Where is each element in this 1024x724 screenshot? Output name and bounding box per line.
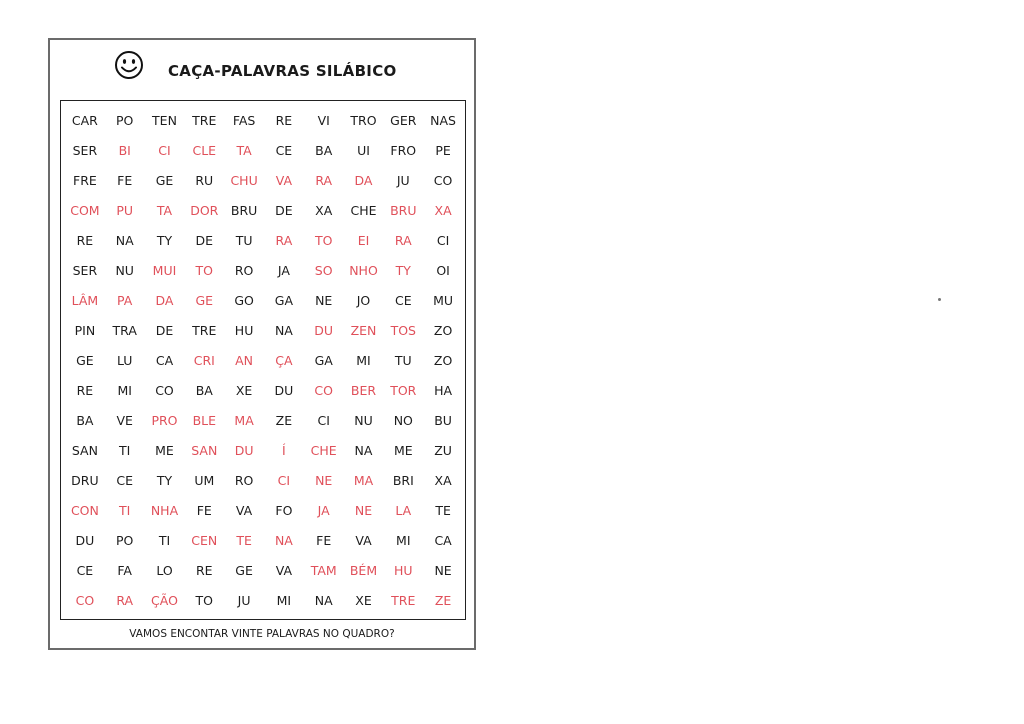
highlighted-syllable-cell: VA xyxy=(275,172,293,188)
instructions-footer: VAMOS ENCONTAR VINTE PALAVRAS NO QUADRO? xyxy=(129,628,395,640)
highlighted-syllable-cell: TRE xyxy=(391,592,416,608)
syllable-cell: RE xyxy=(76,382,94,398)
highlighted-syllable-cell: BI xyxy=(118,142,131,158)
scan-speck xyxy=(938,298,941,301)
syllable-cell: BU xyxy=(434,412,452,428)
syllable-cell: TY xyxy=(156,472,173,488)
syllable-cell: TRA xyxy=(112,322,137,338)
syllable-cell: JA xyxy=(277,262,290,278)
syllable-cell: NA xyxy=(274,322,293,338)
syllable-cell: VA xyxy=(275,562,293,578)
syllable-cell: BA xyxy=(195,382,213,398)
syllable-cell: RE xyxy=(275,112,293,128)
highlighted-syllable-cell: PA xyxy=(117,292,133,308)
syllable-cell: FRO xyxy=(390,142,417,158)
syllable-cell: DU xyxy=(75,532,95,548)
syllable-cell: XA xyxy=(434,472,452,488)
highlighted-syllable-cell: ZE xyxy=(434,592,452,608)
syllable-cell: GE xyxy=(155,172,174,188)
syllable-cell: BRI xyxy=(392,472,414,488)
highlighted-syllable-cell: TO xyxy=(314,232,333,248)
syllable-cell: DU xyxy=(274,382,294,398)
highlighted-syllable-cell: NA xyxy=(274,532,293,548)
word-search-grid xyxy=(60,100,466,620)
syllable-cell: MU xyxy=(433,292,454,308)
syllable-cell: GER xyxy=(390,112,417,128)
highlighted-syllable-cell: TAM xyxy=(310,562,337,578)
highlighted-syllable-cell: DA xyxy=(354,172,373,188)
syllable-cell: PE xyxy=(435,142,451,158)
highlighted-syllable-cell: BRU xyxy=(390,202,417,218)
highlighted-syllable-cell: CI xyxy=(158,142,171,158)
syllable-cell: TEN xyxy=(152,112,177,128)
highlighted-syllable-cell: HU xyxy=(394,562,413,578)
syllable-cell: CE xyxy=(76,562,94,578)
syllable-cell: FO xyxy=(275,502,293,518)
syllable-cell: SAN xyxy=(71,442,98,458)
highlighted-syllable-cell: RA xyxy=(394,232,412,248)
syllable-cell: PO xyxy=(116,532,134,548)
syllable-cell: TO xyxy=(195,592,214,608)
syllable-cell: SER xyxy=(72,142,98,158)
highlighted-syllable-cell: RA xyxy=(116,592,134,608)
highlighted-syllable-cell: GE xyxy=(195,292,214,308)
highlighted-syllable-cell: CRI xyxy=(193,352,215,368)
syllable-cell: GA xyxy=(274,292,294,308)
highlighted-syllable-cell: DOR xyxy=(190,202,219,218)
highlighted-syllable-cell: CO xyxy=(314,382,333,398)
syllable-cell: ME xyxy=(393,442,413,458)
highlighted-syllable-cell: PRO xyxy=(151,412,178,428)
syllable-cell: FE xyxy=(316,532,332,548)
syllable-cell: TRO xyxy=(350,112,377,128)
highlighted-syllable-cell: MA xyxy=(353,472,374,488)
syllable-cell: CI xyxy=(436,232,450,248)
syllable-grid xyxy=(65,105,463,615)
syllable-cell: LO xyxy=(156,562,173,578)
syllable-cell: BA xyxy=(315,142,333,158)
highlighted-syllable-cell: TA xyxy=(236,142,252,158)
highlighted-syllable-cell: RA xyxy=(315,172,333,188)
syllable-cell: NAS xyxy=(430,112,456,128)
smiley-face-icon xyxy=(114,50,144,80)
syllable-cell: VI xyxy=(317,112,330,128)
syllable-cell: FA xyxy=(117,562,132,578)
syllable-cell: SER xyxy=(72,262,98,278)
highlighted-syllable-cell: BER xyxy=(350,382,377,398)
syllable-cell: VE xyxy=(116,412,133,428)
syllable-cell: NE xyxy=(434,562,452,578)
syllable-cell: CHE xyxy=(350,202,377,218)
highlighted-syllable-cell: SAN xyxy=(191,442,218,458)
highlighted-syllable-cell: LA xyxy=(395,502,412,518)
syllable-cell: CE xyxy=(275,142,293,158)
syllable-cell: NA xyxy=(354,442,373,458)
syllable-cell: TRE xyxy=(192,112,217,128)
syllable-cell: VA xyxy=(355,532,372,548)
syllable-cell: CO xyxy=(155,382,174,398)
syllable-cell: CAR xyxy=(71,112,98,128)
highlighted-syllable-cell: JA xyxy=(317,502,330,518)
syllable-cell: NU xyxy=(115,262,134,278)
syllable-cell: DE xyxy=(195,232,214,248)
syllable-cell: DRU xyxy=(71,472,99,488)
syllable-cell: TI xyxy=(119,442,131,458)
highlighted-syllable-cell: MUI xyxy=(152,262,177,278)
highlighted-syllable-cell: CON xyxy=(70,502,99,518)
syllable-cell: NA xyxy=(115,232,134,248)
syllable-cell: CI xyxy=(317,412,330,428)
highlighted-syllable-cell: NHA xyxy=(150,502,179,518)
syllable-cell: VA xyxy=(235,502,253,518)
worksheet-header xyxy=(50,40,474,98)
syllable-cell: HA xyxy=(434,382,453,398)
syllable-cell: FRE xyxy=(73,172,97,188)
highlighted-syllable-cell: LÂM xyxy=(71,292,99,308)
syllable-cell: FE xyxy=(117,172,133,188)
syllable-cell: RO xyxy=(234,472,254,488)
syllable-cell: MI xyxy=(396,532,411,548)
highlighted-syllable-cell: Í xyxy=(282,442,286,458)
highlighted-syllable-cell: TY xyxy=(395,262,411,278)
highlighted-syllable-cell: TI xyxy=(119,502,131,518)
syllable-cell: XE xyxy=(355,592,372,608)
highlighted-syllable-cell: SO xyxy=(314,262,333,278)
syllable-cell: CE xyxy=(394,292,412,308)
syllable-cell: DE xyxy=(155,322,174,338)
syllable-cell: TI xyxy=(158,532,171,548)
highlighted-syllable-cell: DU xyxy=(314,322,334,338)
syllable-cell: PO xyxy=(116,112,134,128)
highlighted-syllable-cell: CHU xyxy=(230,172,258,188)
syllable-cell: MI xyxy=(276,592,292,608)
syllable-cell: OI xyxy=(436,262,450,278)
syllable-cell: RE xyxy=(76,232,94,248)
highlighted-syllable-cell: ÇÃO xyxy=(151,592,178,608)
syllable-cell: FAS xyxy=(232,112,256,128)
highlighted-syllable-cell: NE xyxy=(354,502,373,518)
syllable-cell: BRU xyxy=(230,202,258,218)
syllable-cell: GE xyxy=(235,562,253,578)
syllable-cell: DE xyxy=(275,202,293,218)
syllable-cell: ZO xyxy=(433,322,453,338)
syllable-cell: TE xyxy=(435,502,451,518)
syllable-cell: CA xyxy=(155,352,174,368)
syllable-cell: TY xyxy=(156,232,173,248)
highlighted-syllable-cell: XA xyxy=(434,202,452,218)
syllable-cell: JU xyxy=(396,172,410,188)
highlighted-syllable-cell: PU xyxy=(116,202,134,218)
highlighted-syllable-cell: BÉM xyxy=(349,562,378,578)
syllable-cell: GE xyxy=(76,352,94,368)
highlighted-syllable-cell: MA xyxy=(234,412,254,428)
highlighted-syllable-cell: TO xyxy=(195,262,214,278)
highlighted-syllable-cell: EI xyxy=(357,232,370,248)
syllable-cell: GO xyxy=(234,292,254,308)
syllable-cell: TU xyxy=(235,232,253,248)
highlighted-syllable-cell: ZEN xyxy=(350,322,377,338)
highlighted-syllable-cell: CEN xyxy=(191,532,218,548)
highlighted-syllable-cell: RA xyxy=(275,232,293,248)
highlighted-syllable-cell: TA xyxy=(156,202,173,218)
syllable-cell: LU xyxy=(116,352,133,368)
syllable-cell: ZE xyxy=(275,412,293,428)
highlighted-syllable-cell: TOS xyxy=(390,322,416,338)
syllable-cell: CO xyxy=(433,172,453,188)
syllable-cell: MI xyxy=(117,382,132,398)
syllable-cell: CA xyxy=(434,532,452,548)
syllable-cell: TU xyxy=(394,352,412,368)
syllable-cell: NE xyxy=(315,292,333,308)
worksheet xyxy=(48,38,476,650)
syllable-cell: NU xyxy=(354,412,373,428)
syllable-cell: XE xyxy=(235,382,253,398)
highlighted-syllable-cell: NE xyxy=(315,472,333,488)
syllable-cell: JU xyxy=(237,592,251,608)
highlighted-syllable-cell: CO xyxy=(75,592,95,608)
syllable-cell: JO xyxy=(356,292,371,308)
syllable-cell: MI xyxy=(356,352,371,368)
syllable-cell: RE xyxy=(195,562,213,578)
highlighted-syllable-cell: CI xyxy=(277,472,291,488)
highlighted-syllable-cell: NHO xyxy=(349,262,378,278)
syllable-cell: ZO xyxy=(433,352,453,368)
syllable-cell: UM xyxy=(194,472,215,488)
highlighted-syllable-cell: TOR xyxy=(390,382,417,398)
syllable-cell: BA xyxy=(76,412,94,428)
syllable-cell: PIN xyxy=(74,322,96,338)
highlighted-syllable-cell: BLE xyxy=(192,412,216,428)
syllable-cell: GA xyxy=(314,352,333,368)
syllable-cell: FE xyxy=(196,502,212,518)
syllable-cell: HU xyxy=(234,322,254,338)
highlighted-syllable-cell: AN xyxy=(235,352,254,368)
highlighted-syllable-cell: TE xyxy=(236,532,252,548)
highlighted-syllable-cell: CHE xyxy=(310,442,337,458)
highlighted-syllable-cell: CLE xyxy=(192,142,217,158)
syllable-cell: NO xyxy=(393,412,413,428)
syllable-cell: TRE xyxy=(192,322,217,338)
syllable-cell: NA xyxy=(314,592,333,608)
highlighted-syllable-cell: ÇA xyxy=(275,352,293,368)
syllable-cell: CE xyxy=(116,472,134,488)
syllable-cell: XA xyxy=(315,202,333,218)
syllable-cell: RO xyxy=(234,262,254,278)
syllable-cell: RU xyxy=(195,172,214,188)
highlighted-syllable-cell: DU xyxy=(234,442,254,458)
page-title: CAÇA-PALAVRAS SILÁBICO xyxy=(168,62,397,80)
syllable-cell: UI xyxy=(357,142,370,158)
highlighted-syllable-cell: COM xyxy=(70,202,100,218)
highlighted-syllable-cell: DA xyxy=(155,292,174,308)
syllable-cell: ZU xyxy=(434,442,452,458)
syllable-cell: ME xyxy=(155,442,174,458)
